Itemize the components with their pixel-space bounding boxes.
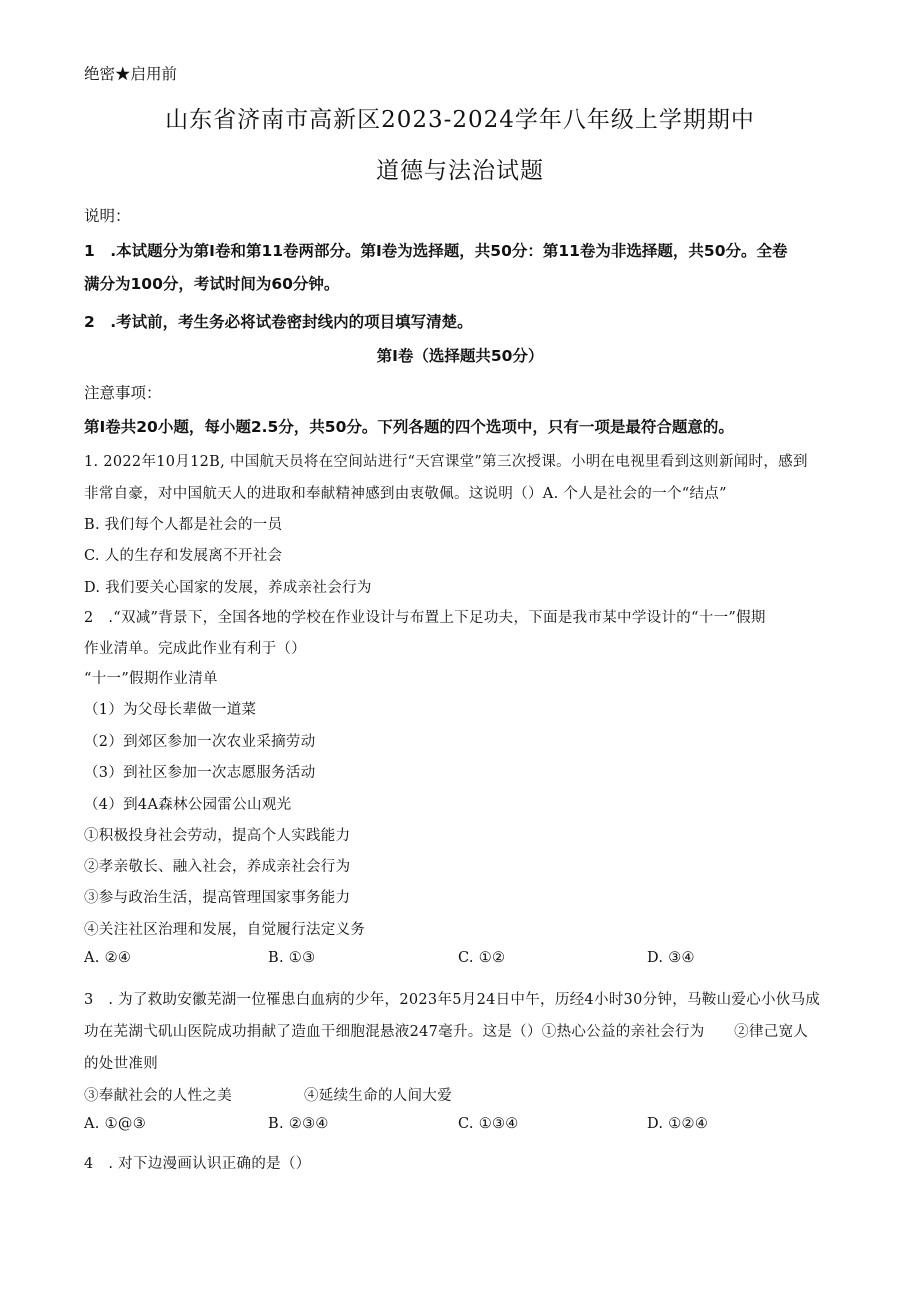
q3-option-c: C. ①③④ xyxy=(458,1116,519,1132)
q2-statement: ①积极投身社会劳动，提高个人实践能力 xyxy=(84,828,351,844)
q4-line-1: 4 . 对下边漫画认识正确的是（） xyxy=(84,1156,311,1172)
q3-option-d: D. ①②④ xyxy=(647,1116,709,1132)
intro-item-1-line-1: 1 .本试题分为第Ⅰ卷和第11卷两部分。第Ⅰ卷为选择题，共50分：第11卷为非选择题，共50分。全卷 xyxy=(84,242,788,260)
q2-statement: ④关注社区治理和发展，自觉履行法定义务 xyxy=(84,922,366,938)
q2-option-d: D. ③④ xyxy=(647,950,695,966)
q2-list-title: “十一”假期作业清单 xyxy=(84,671,218,687)
q3-statement-3: ③奉献社会的人性之美 xyxy=(84,1088,232,1104)
document-subtitle: 道德与法治试题 xyxy=(376,158,544,184)
document-title: 山东省济南市高新区2023-2024学年八年级上学期期中 xyxy=(165,107,755,133)
q3-statement-4: ④延续生命的人间大爱 xyxy=(304,1088,452,1104)
q2-line-2: 作业清单。完成此作业有利于（） xyxy=(84,641,306,657)
q3-option-a: A. ①@③ xyxy=(84,1116,146,1132)
intro-item-1-line-2: 满分为100分，考试时间为60分钟。 xyxy=(84,275,340,293)
q2-list-item: （1）为父母长辈做一道菜 xyxy=(84,702,257,718)
q1-line-2: 非常自豪，对中国航天人的进取和奉献精神感到由衷敬佩。这说明（）A. 个人是社会的一个“结点” xyxy=(84,486,727,502)
q1-option-d: D. 我们要关心国家的发展，养成亲社会行为 xyxy=(84,580,372,596)
q3-option-b: B. ②③④ xyxy=(268,1116,329,1132)
q3-line-1: 3 . 为了救助安徽芜湖一位罹患白血病的少年，2023年5月24日中午，历经4小时30分钟，马鞍山爱心小伙马成 xyxy=(84,992,821,1008)
q2-option-b: B. ①③ xyxy=(268,950,316,966)
q2-option-a: A. ②④ xyxy=(84,950,132,966)
q2-list-item: （2）到郊区参加一次农业采摘劳动 xyxy=(84,734,316,750)
q2-list-item: （4）到4A森林公园雷公山观光 xyxy=(84,797,292,813)
q1-line-1: 1. 2022年10月12B, 中国航天员将在空间站进行“天宫课堂”第三次授课。小明在电视里看到这则新闻时，感到 xyxy=(84,454,808,470)
q2-option-c: C. ①② xyxy=(458,950,506,966)
notes-heading: 注意事项： xyxy=(84,384,162,402)
q3-line-3: 的处世准则 xyxy=(84,1056,158,1072)
q2-list-item: （3）到社区参加一次志愿服务活动 xyxy=(84,765,316,781)
notes-text: 第Ⅰ卷共20小题，每小题2.5分，共50分。下列各题的四个选项中，只有一项是最符合题意的。 xyxy=(84,418,734,436)
q1-option-c: C. 人的生存和发展离不开社会 xyxy=(84,548,283,564)
section-title: 第Ⅰ卷（选择题共50分） xyxy=(376,347,544,365)
q1-option-b: B. 我们每个人都是社会的一员 xyxy=(84,517,283,533)
intro-heading: 说明： xyxy=(84,207,131,225)
q2-line-1: 2 .“双减”背景下，全国各地的学校在作业设计与布置上下足功夫，下面是我市某中学设计的“十一”假期 xyxy=(84,610,766,626)
intro-item-2: 2 .考试前，考生务必将试卷密封线内的项目填写清楚。 xyxy=(84,313,473,331)
q2-statement: ②孝亲敬长、融入社会，养成亲社会行为 xyxy=(84,859,351,875)
q3-line-2: 功在芜湖弋矶山医院成功捐献了造血干细胞混悬液247毫升。这是（）①热心公益的亲社会行为 ②律己宽人 xyxy=(84,1024,809,1040)
confidential-label: 绝密★启用前 xyxy=(84,65,178,83)
q2-statement: ③参与政治生活，提高管理国家事务能力 xyxy=(84,890,351,906)
